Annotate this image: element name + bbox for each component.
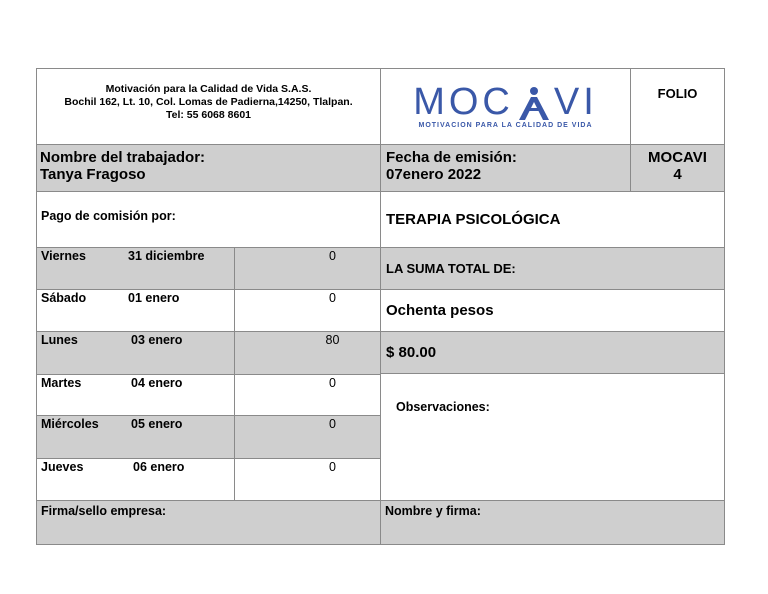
day-name: Miércoles bbox=[41, 417, 99, 431]
day-name: Martes bbox=[41, 376, 82, 390]
logo-text-left: MOC bbox=[413, 81, 514, 123]
total-label-cell bbox=[380, 247, 725, 290]
observations-cell bbox=[380, 373, 725, 501]
folio-value-cell bbox=[630, 144, 725, 192]
mocavi-logo bbox=[380, 68, 631, 145]
day-row-label bbox=[36, 331, 235, 375]
day-amount bbox=[234, 331, 381, 375]
day-row-label bbox=[36, 374, 235, 416]
commission-label: Pago de comisión por: bbox=[41, 209, 176, 223]
day-row-label bbox=[36, 247, 235, 290]
logo-text-right: VI bbox=[553, 81, 598, 123]
day-amount-value: 0 bbox=[329, 376, 336, 390]
day-name: Jueves bbox=[41, 460, 84, 474]
day-row-label bbox=[36, 458, 235, 501]
day-date: 01 enero bbox=[128, 291, 180, 305]
day-date: 31 diciembre bbox=[128, 249, 205, 263]
day-date: 05 enero bbox=[131, 417, 183, 431]
name-signature-label: Nombre y firma: bbox=[385, 504, 481, 518]
issue-date-value: 07enero 2022 bbox=[386, 166, 482, 183]
commission-concept-cell bbox=[380, 191, 725, 248]
folio-label: FOLIO bbox=[657, 86, 698, 101]
company-name: Motivación para la Calidad de Vida S.A.S. bbox=[105, 83, 312, 95]
company-info bbox=[36, 68, 381, 145]
company-signature-cell bbox=[36, 500, 381, 545]
observations-label: Observaciones: bbox=[396, 400, 490, 414]
day-name: Lunes bbox=[41, 333, 78, 347]
issue-date-label: Fecha de emisión: bbox=[386, 149, 517, 166]
day-amount bbox=[234, 458, 381, 501]
total-amount: $ 80.00 bbox=[386, 344, 437, 361]
name-signature-cell bbox=[380, 500, 725, 545]
day-date: 04 enero bbox=[131, 376, 183, 390]
logo-wordmark bbox=[413, 81, 598, 123]
commission-receipt bbox=[36, 68, 725, 545]
day-amount bbox=[234, 374, 381, 416]
day-amount bbox=[234, 415, 381, 459]
commission-label-cell bbox=[36, 191, 381, 248]
day-amount-value: 0 bbox=[329, 460, 336, 474]
day-amount-value: 0 bbox=[329, 291, 336, 305]
total-words: Ochenta pesos bbox=[386, 302, 494, 319]
folio-value-line2: 4 bbox=[673, 166, 682, 183]
day-amount bbox=[234, 247, 381, 290]
folio-label-cell bbox=[630, 68, 725, 145]
worker-name: Tanya Fragoso bbox=[40, 166, 146, 183]
day-row-label bbox=[36, 415, 235, 459]
day-amount-value: 80 bbox=[325, 333, 340, 347]
total-words-cell bbox=[380, 289, 725, 332]
day-row-label bbox=[36, 289, 235, 332]
commission-concept: TERAPIA PSICOLÓGICA bbox=[386, 211, 561, 228]
day-name: Sábado bbox=[41, 291, 87, 305]
company-signature-label: Firma/sello empresa: bbox=[41, 504, 167, 518]
total-amount-cell bbox=[380, 331, 725, 374]
day-amount-value: 0 bbox=[329, 249, 336, 263]
day-name: Viernes bbox=[41, 249, 86, 263]
logo-person-a-icon bbox=[516, 86, 552, 120]
issue-date-cell bbox=[380, 144, 631, 192]
day-date: 03 enero bbox=[131, 333, 183, 347]
worker-cell bbox=[36, 144, 381, 192]
total-label: LA SUMA TOTAL DE: bbox=[386, 261, 516, 276]
day-amount bbox=[234, 289, 381, 332]
day-amount-value: 0 bbox=[329, 417, 336, 431]
logo-tagline: MOTIVACION PARA LA CALIDAD DE VIDA bbox=[418, 122, 593, 129]
day-date: 06 enero bbox=[133, 460, 185, 474]
company-phone: Tel: 55 6068 8601 bbox=[165, 109, 252, 121]
worker-label: Nombre del trabajador: bbox=[40, 149, 206, 166]
folio-value-line1: MOCAVI bbox=[648, 149, 707, 166]
company-address: Bochil 162, Lt. 10, Col. Lomas de Padierna,14250, Tlalpan. bbox=[64, 96, 353, 108]
